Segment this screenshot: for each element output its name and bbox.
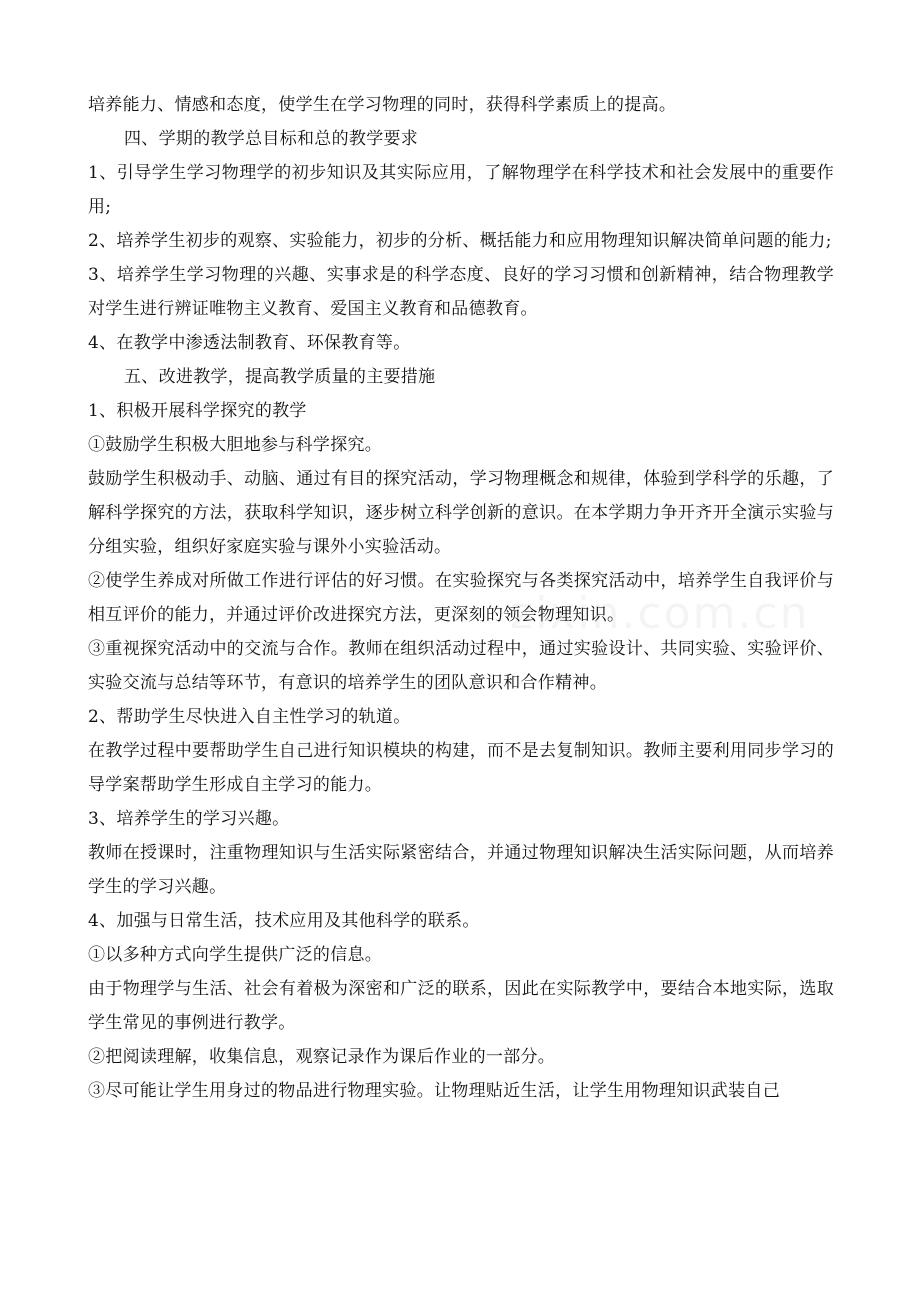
section-heading: 五、改进教学，提高教学质量的主要措施 [124,367,436,387]
list-item: 2、帮助学生尽快进入自主性学习的轨道。 [88,707,411,727]
list-item: 1、积极开展科学探究的教学 [88,401,307,421]
paragraph: 培养能力、情感和态度，使学生在学习物理的同时，获得科学素质上的提高。 [88,95,677,115]
list-item: 3、培养学生的学习兴趣。 [88,809,290,829]
sub-item: ②使学生养成对所做工作进行评估的好习惯。在实验探究与各类探究活动中，培养学生自我评价与相互评价的能力，并通过评价改进探究方法，更深刻的领会物理知识。 [88,571,834,625]
paragraph: 由于物理学与生活、社会有着极为深密和广泛的联系，因此在实际教学中，要结合本地实际，选取学生常见的事例进行教学。 [88,979,834,1033]
list-item: 4、加强与日常生活，技术应用及其他科学的联系。 [88,911,480,931]
list-item: 2、培养学生初步的观察、实验能力，初步的分析、概括能力和应用物理知识解决简单问题的能力; [88,231,832,251]
sub-item: ①鼓励学生积极大胆地参与科学探究。 [88,435,383,455]
paragraph: 鼓励学生积极动手、动脑、通过有目的探究活动，学习物理概念和规律，体验到学科学的乐趣，了解科学探究的方法，获取科学知识，逐步树立科学创新的意识。在本学期力争开齐开全演示实验与分组实验，组织好家庭实验与课外小实验活动。 [88,469,834,557]
paragraph: 在教学过程中要帮助学生自己进行知识模块的构建，而不是去复制知识。教师主要利用同步学习的导学案帮助学生形成自主学习的能力。 [88,741,834,795]
document-body [88,88,834,1108]
paragraph: 教师在授课时，注重物理知识与生活实际紧密结合，并通过物理知识解决生活实际问题，从而培养学生的学习兴趣。 [88,843,834,897]
list-item: 3、培养学生学习物理的兴趣、实事求是的科学态度、良好的学习习惯和创新精神，结合物理教学对学生进行辨证唯物主义教育、爱国主义教育和品德教育。 [88,265,834,319]
sub-item: ③尽可能让学生用身过的物品进行物理实验。让物理贴近生活，让学生用物理知识武装自己 [88,1081,780,1101]
list-item: 1、引导学生学习物理学的初步知识及其实际应用，了解物理学在科学技术和社会发展中的重要作用; [88,163,834,217]
list-item: 4、在教学中渗透法制教育、环保教育等。 [88,333,411,353]
sub-item: ③重视探究活动中的交流与合作。教师在组织活动过程中，通过实验设计、共同实验、实验评价、实验交流与总结等环节，有意识的培养学生的团队意识和合作精神。 [88,639,834,693]
sub-item: ①以多种方式向学生提供广泛的信息。 [88,945,383,965]
section-heading: 四、学期的教学总目标和总的教学要求 [124,129,419,149]
sub-item: ②把阅读理解，收集信息，观察记录作为课后作业的一部分。 [88,1047,556,1067]
